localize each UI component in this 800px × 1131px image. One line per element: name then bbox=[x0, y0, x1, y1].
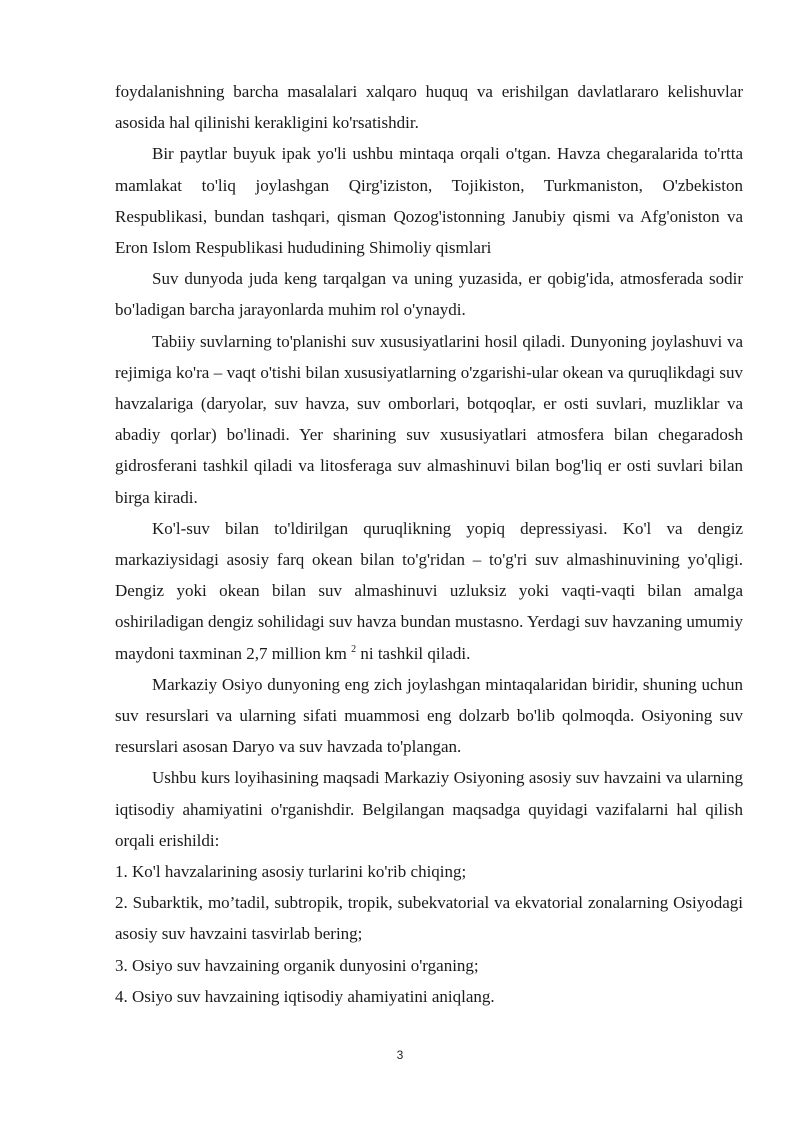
list-item: 3. Osiyo suv havzaining organik dunyosini o'rganing; bbox=[115, 955, 479, 975]
list-item: 1. Ko'l havzalarining asosiy turlarini ko'rib chiqing; bbox=[115, 862, 467, 882]
area-superscript: 2 bbox=[351, 643, 357, 655]
paragraph-water-role: Suv dunyoda juda keng tarqalgan va uning yuzasida, er qobig'ida, atmosferada sodir bo'ladigan barcha jarayonlarda muhim rol o'ynaydi. bbox=[115, 269, 743, 320]
body-text bbox=[115, 76, 743, 1012]
paragraph-lake-definition bbox=[115, 513, 743, 669]
list-item: 2. Subarktik, mo’tadil, subtropik, tropik, subekvatorial va ekvatorial zonalarning Osiyodagi asosiy suv havzaini tasvirlab bering; bbox=[115, 893, 743, 944]
lake-text-before: Ko'l-suv bilan to'ldirilgan quruqlikning yopiq depressiyasi. Ko'l va dengiz markaziysidagi asosiy farq okean bilan to'g'ridan – to'g'ri suv almashinuvining yo'qligi. Dengiz yoki okean bilan suv almashinuvi uzluksiz yoki vaqti-vaqti bilan amalga oshiriladigan dengiz sohilidagi suv havza bundan mustasno. Yerdagi suv havzaning umumiy maydoni taxminan 2,7 million km bbox=[115, 518, 743, 663]
paragraph-natural-waters: Tabiiy suvlarning to'planishi suv xususiyatlarini hosil qiladi. Dunyoning joylashuvi va rejimiga ko'ra – vaqt o'tishi bilan xususiyatlarning o'zgarishi-ular okean va quruqlikdagi suv havzalariga (daryolar, suv havza, suv omborlari, botqoqlar, er osti suvlari, muzliklar va abadiy qorlar) bo'linadi. Yer sharining suv xususiyatlari atmosfera bilan chegaradosh gidrosferani tashkil qiladi va litosferaga suv almashinuvi bilan bog'liq er osti suvlari bilan birga kiradi. bbox=[115, 331, 743, 507]
lake-text-after: ni tashkil qiladi. bbox=[356, 643, 471, 663]
paragraph-silk-road: Bir paytlar buyuk ipak yo'li ushbu mintaqa orqali o'tgan. Havza chegaralarida to'rtta mamlakat to'liq joylashgan Qirg'iziston, Tojikiston, Turkmaniston, O'zbekiston Respublikasi, bundan tashqari, qisman Qozog'istonning Janubiy qismi va Afg'oniston va Eron Islom Respublikasi hududining Shimoliy qismlari bbox=[115, 144, 743, 258]
paragraph-central-asia: Markaziy Osiyo dunyoning eng zich joylashgan mintaqalaridan biridir, shuning uchun suv resurslari va ularning sifati muammosi eng dolzarb bo'lib qolmoqda. Osiyoning suv resurslari asosan Daryo va suv havzada to'plangan. bbox=[115, 674, 743, 757]
list-item: 4. Osiyo suv havzaining iqtisodiy ahamiyatini aniqlang. bbox=[115, 986, 495, 1006]
paragraph-course-goal: Ushbu kurs loyihasining maqsadi Markaziy Osiyoning asosiy suv havzaini va ularning iqtisodiy ahamiyatini o'rganishdir. Belgilangan maqsadga quyidagi vazifalarni hal qilish orqali erishildi: bbox=[115, 768, 743, 850]
paragraph-continuation: foydalanishning barcha masalalari xalqaro huquq va erishilgan davlatlararo kelishuvlar asosida hal qilinishi kerakligini ko'rsatishdir. bbox=[115, 82, 743, 133]
page-number: 3 bbox=[396, 1048, 404, 1062]
